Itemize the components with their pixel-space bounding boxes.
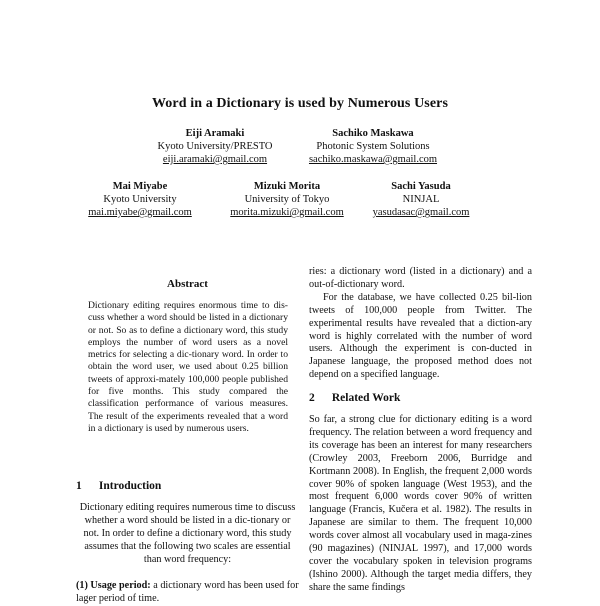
section-heading-related-work [309,392,400,404]
author-affiliation: NINJAL [402,194,440,205]
author-affiliation: University of Tokyo [244,194,330,205]
section-heading-introduction [76,480,161,492]
abstract-heading: Abstract [167,278,208,290]
author-name: Sachi Yasuda [391,181,451,192]
paragraph: For the database, we have collected 0.25 bil-lion tweets of 100,000 people from Twitter. The experimental results have revealed that a diction-ary word is highly correlated with the number of word users. Although the experiment is con-ducted in Japanese language, the proposed method does not depend on a specified language. [309,291,532,381]
related-work-paragraph: So far, a strong clue for dictionary editing is a word frequency. The relation between a word frequency and its coverage has been an interest for many researchers (Crowley 2003, Freeborn 2006, Burridge and Kortmann 2008). In English, the frequent 2,000 words cover 90% of spoken language (West 1953), and the most frequent 6,000 words cover 90% of written language (Francis, Kučera et al. 1982). The results in Japanese are similar to them. The frequent 10,000 words cover almost all vocabulary used in maga-zines (90 magazines) (NINJAL 1997), and 17,000 words cover the vocabulary spoken in television programs (Ishino 2000). Although the target media differs, they share the same findings [309,414,532,593]
author-email-link[interactable]: mai.miyabe@gmail.com [88,207,192,218]
author-block [88,180,192,219]
intro-paragraph: Dictionary editing requires numerous time to discuss whether a word should be listed in a dic-tionary or not. In order to define a dictionary word, this study assumes that the following two scales are essential than word frequency: [79,502,296,565]
section-title: Related Work [331,392,401,404]
right-column-text [309,266,532,382]
author-block [309,127,437,166]
section-number: 2 [309,392,315,404]
abstract-text: Dictionary editing requires enormous time to dis-cuss whether a word should be listed in a dictionary or not. So as to define a dictionary word, this study employs the number of word users as a novel metrics for selecting a dic-tionary word. In order to obtain the word user, we used about 0.25 billion tweets of approxi-mately 100,000 people published for five months. This study compared the classification performance of various measures. The result of the experiments revealed that a word in a dictionary is used by numerous users. [88,300,288,434]
author-name: Eiji Aramaki [185,128,245,139]
author-affiliation: Photonic System Solutions [316,141,430,152]
list-item-label: (1) Usage period: [76,580,151,591]
list-item-text: a dictionary word has been used for lager period of time. [76,580,299,604]
author-name: Mizuki Morita [253,181,321,192]
author-block [230,180,343,219]
author-block [373,180,470,219]
author-email-link[interactable]: morita.mizuki@gmail.com [230,207,344,218]
author-block [157,127,272,166]
author-email-link[interactable]: sachiko.maskawa@gmail.com [308,154,438,165]
section-title: Introduction [98,480,162,492]
author-email-link[interactable]: yasudasac@gmail.com [372,207,470,218]
author-name: Mai Miyabe [112,181,168,192]
usage-period-item [76,580,299,606]
paragraph: ries: a dictionary word (listed in a dictionary) and a out-of-dictionary word. [309,266,532,290]
author-email-link[interactable]: eiji.aramaki@gmail.com [162,154,268,165]
author-affiliation: Kyoto University [103,194,177,205]
section-number: 1 [76,480,82,492]
author-name: Sachiko Maskawa [332,128,414,139]
author-affiliation: Kyoto University/PRESTO [157,141,273,152]
paper-title: Word in a Dictionary is used by Numerous Users [151,96,449,111]
